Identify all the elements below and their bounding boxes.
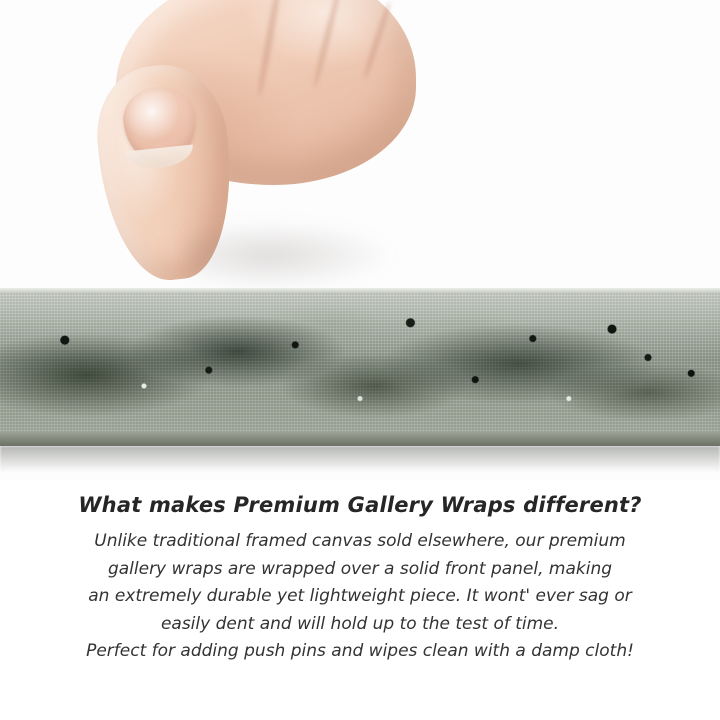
canvas-speckles — [0, 288, 720, 446]
knuckle-crease — [312, 0, 343, 89]
canvas-drop-shadow — [0, 446, 720, 472]
caption-line: Unlike traditional framed canvas sold elsewhere, our premium — [94, 531, 626, 552]
caption-body — [40, 528, 680, 666]
canvas-bottom-edge — [0, 432, 720, 446]
caption-line: easily dent and will hold up to the test of time. — [160, 613, 560, 634]
caption-line: Perfect for adding push pins and wipes clean with a damp cloth! — [86, 641, 634, 662]
caption-heading: What makes Premium Gallery Wraps different? — [78, 493, 642, 517]
canvas-top-edge — [0, 288, 720, 293]
knuckle-crease — [361, 1, 392, 81]
knuckle-crease — [256, 0, 284, 98]
caption-block — [0, 492, 720, 666]
caption-line: gallery wraps are wrapped over a solid front panel, making — [107, 558, 613, 579]
hand-shadow — [186, 220, 396, 290]
canvas-texture-swatch — [0, 288, 720, 446]
caption-line: an extremely durable yet lightweight piece. It wont' ever sag or — [88, 586, 632, 607]
hand-thumb-icon — [96, 0, 426, 310]
